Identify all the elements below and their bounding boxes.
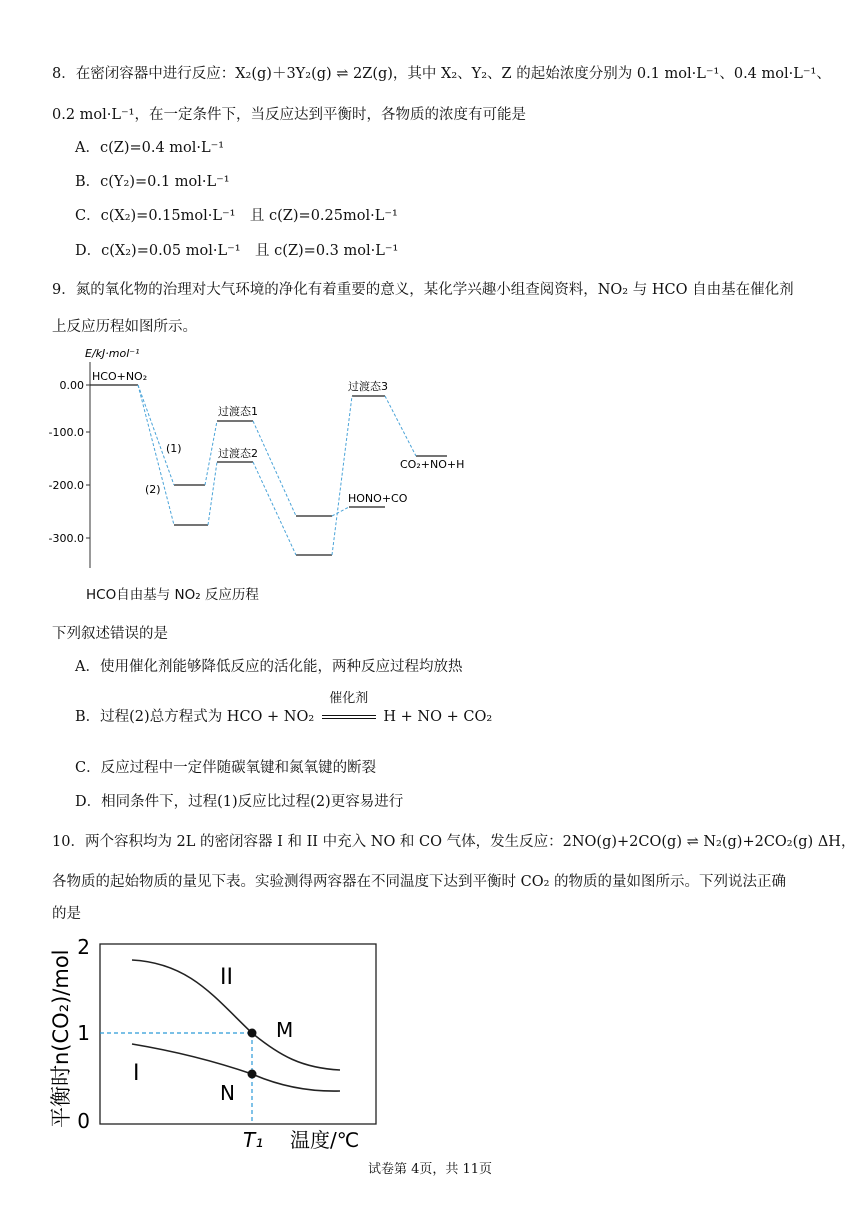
label-product: CO₂+NO+H [400, 458, 465, 471]
ytick-200: -200.0 [48, 479, 84, 492]
chart-xlabel: 温度/℃ [290, 1128, 360, 1152]
q9-prompt: 下列叙述错误的是 [52, 626, 168, 642]
curve-II [132, 960, 340, 1070]
ytick-0: 0 [77, 1109, 90, 1133]
label-hono: HONO+CO [348, 492, 408, 505]
q10-stem-line1: 10．两个容积均为 2L 的密闭容器 I 和 II 中充入 NO 和 CO 气体，发生反应：2NO(g)+2CO(g) ⇌ N₂(g)+2CO₂(g) ΔH， [52, 834, 856, 850]
q8-option-c: C．c(X₂)=0.15mol·L⁻¹ 且 c(Z)=0.25mol·L⁻¹ [75, 208, 398, 224]
q8-option-a: A．c(Z)=0.4 mol·L⁻¹ [75, 140, 225, 156]
label-curve-II: II [220, 965, 233, 990]
q9-option-b [75, 691, 493, 727]
point-m [248, 1029, 257, 1038]
xtick-t1: T₁ [243, 1128, 264, 1152]
point-n [248, 1070, 257, 1079]
label-n: N [220, 1081, 235, 1105]
q9-option-b-prefix: B．过程(2)总方程式为 HCO + NO₂ [75, 709, 315, 725]
curve-I [132, 1044, 340, 1091]
energy-diagram-caption: HCO自由基与 NO₂ 反应历程 [86, 587, 259, 603]
q8-stem-line2: 0.2 mol·L⁻¹，在一定条件下，当反应达到平衡时，各物质的浓度有可能是 [52, 107, 526, 123]
label-curve-I: I [133, 1061, 140, 1086]
q10-stem-line3: 的是 [52, 906, 81, 922]
label-ts2: 过渡态2 [218, 447, 258, 460]
label-start: HCO+NO₂ [92, 370, 148, 383]
q8-stem-line1: 8．在密闭容器中进行反应：X₂(g)＋3Y₂(g) ⇌ 2Z(g)，其中 X₂、Y₂、Z 的起始浓度分别为 0.1 mol·L⁻¹、0.4 mol·L⁻¹、 [52, 66, 831, 82]
chart-ylabel: 平衡时n(CO₂)/mol [49, 949, 73, 1128]
co2-equilibrium-chart [40, 928, 390, 1153]
label-path1: (1) [166, 442, 182, 455]
label-m: M [276, 1018, 294, 1042]
label-ts1: 过渡态1 [218, 405, 258, 418]
q9-option-d: D．相同条件下，过程(1)反应比过程(2)更容易进行 [75, 794, 404, 810]
ytick-300: -300.0 [48, 532, 84, 545]
catalyst-label: 催化剂 [329, 691, 369, 706]
q9-stem-line1: 9．氮的氧化物的治理对大气环境的净化有着重要的意义，某化学兴趣小组查阅资料，NO₂ 与 HCO 自由基在催化剂 [52, 282, 794, 298]
q9-stem-line2: 上反应历程如图所示。 [52, 319, 197, 335]
q9-option-c: C．反应过程中一定伴随碳氧键和氮氧键的断裂 [75, 760, 377, 776]
energy-axis-label: E/kJ·mol⁻¹ [85, 347, 140, 360]
ytick-100: -100.0 [48, 426, 84, 439]
ytick-0: 0.00 [59, 379, 84, 392]
q9-option-b-suffix: H + NO + CO₂ [383, 709, 493, 725]
energy-profile-diagram [40, 340, 480, 570]
q8-option-d: D．c(X₂)=0.05 mol·L⁻¹ 且 c(Z)=0.3 mol·L⁻¹ [75, 243, 399, 259]
label-ts3: 过渡态3 [348, 380, 388, 393]
q10-stem-line2: 各物质的起始物质的量见下表。实验测得两容器在不同温度下达到平衡时 CO₂ 的物质的量如图所示。下列说法正确 [52, 874, 787, 890]
page-footer: 试卷第 4页，共 11页 [367, 1162, 493, 1177]
ytick-2: 2 [77, 935, 90, 959]
q8-option-b: B．c(Y₂)=0.1 mol·L⁻¹ [75, 174, 230, 190]
label-path2: (2) [145, 483, 161, 496]
catalyst-arrow [319, 691, 379, 727]
q9-option-a: A．使用催化剂能够降低反应的活化能，两种反应过程均放热 [75, 659, 463, 675]
ytick-1: 1 [77, 1021, 90, 1045]
